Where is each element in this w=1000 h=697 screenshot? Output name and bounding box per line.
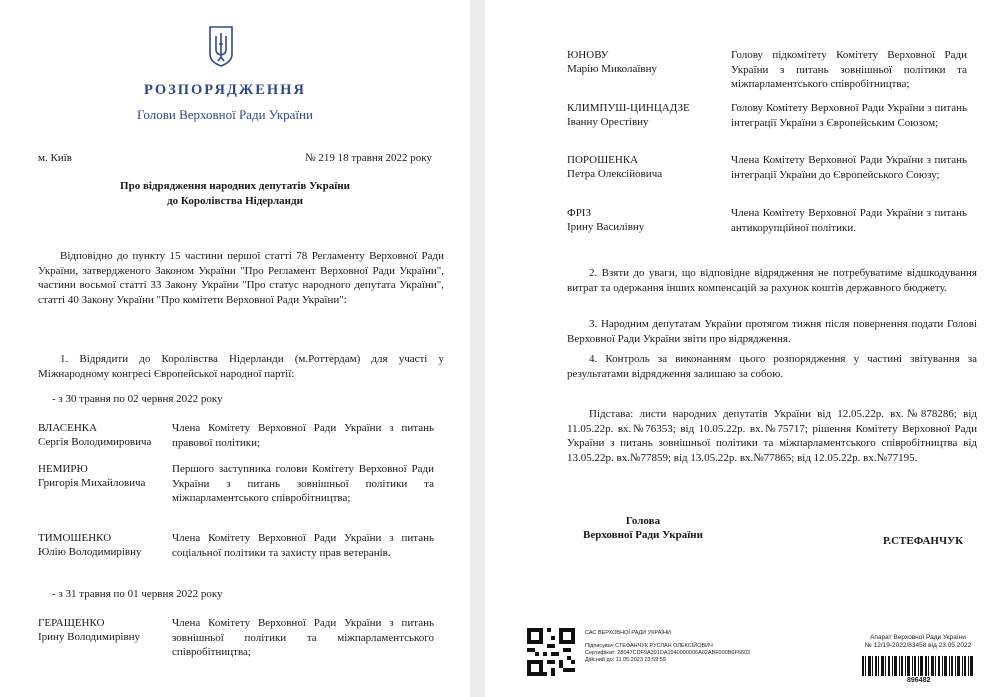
- deputy-role: Члена Комітету Верховної Ради України з питань зовнішньої політики та міжпарламентського співробітництва;: [172, 617, 434, 658]
- item-4: 4. Контроль за виконанням цього розпорядження у частині звітування за результатами відрядження залишаю за собою.: [567, 353, 977, 380]
- right-page: [485, 0, 1000, 697]
- document-title: РОЗПОРЯДЖЕННЯ: [144, 82, 306, 98]
- preamble: Відповідно до пункту 15 частини першої статті 78 Регламенту Верховної Ради України, затвердженого Законом України "Про Регламент Верховної Ради України", частини восьмої статті 33 Закону України "Про статус народного депутата України", статті 40 Закону України "Про комітети Верховної Ради України":: [38, 250, 444, 306]
- signature-title-line-1: Голова: [625, 515, 661, 527]
- stamp-certificate: Сертифікат: 28047CDF9A391DA1040000006A02ABF000B6F6603: [585, 650, 751, 656]
- stamp-signer: Підписувач СТЕФАНЧУК РУСЛАН ОЛЕКСІЙОВИЧ: [585, 643, 713, 649]
- deputy-role: Члена Комітету Верховної Ради України з питань антикорупційної політики.: [731, 207, 967, 234]
- deputy-surname: ТИМОШЕНКО: [38, 532, 112, 544]
- number-date: № 219 18 травня 2022 року: [305, 152, 432, 164]
- deputy-surname: ЮНОВУ: [567, 49, 609, 61]
- deputy-name: Сергія Володимировича: [38, 436, 152, 448]
- barcode-number: 896482: [907, 677, 931, 684]
- deputy-name: Ірину Володимирівну: [38, 631, 141, 643]
- deputy-name: Ірину Василівну: [567, 221, 645, 233]
- deputy-surname: КЛИМПУШ-ЦИНЦАДЗЕ: [567, 102, 690, 114]
- signature-title-line-2: Верховної Ради України: [583, 529, 703, 541]
- deputy-role: Голову підкомітету Комітету Верховної Ради України з питань зовнішньої політики та міжпарламентського співробітництва;: [731, 49, 967, 90]
- deputy-surname: ВЛАСЕНКА: [38, 422, 98, 434]
- subject-line-1: Про відрядження народних депутатів України: [120, 180, 350, 192]
- deputy-name: Юлію Володимирівну: [38, 546, 142, 558]
- deputy-name: Григорія Михайловича: [38, 477, 146, 489]
- item-2: 2. Взяти до уваги, що відповідне відрядження не потребуватиме відшкодування витрат та одержання інших компенсацій за рахунок коштів державного бюджету.: [567, 267, 977, 294]
- deputy-role: Першого заступника голови Комітету Верховної Ради України з питань зовнішньої політики та міжпарламентського співробітництва;: [172, 463, 434, 504]
- item-1: 1. Відрядити до Королівства Нідерланди (м.Роттердам) для участі у Міжнародному конгресі Європейської народної партії:: [38, 353, 444, 380]
- stamp-valid-until: Дійсний до: 11.05.2023 23:59:59: [585, 657, 666, 663]
- left-page: [0, 0, 470, 697]
- deputy-surname: НЕМИРЮ: [38, 463, 88, 475]
- deputy-surname: ФРІЗ: [567, 207, 591, 219]
- deputy-role: Члена Комітету Верховної Ради України з питань соціальної політики та захисту прав ветеранів.: [172, 532, 434, 559]
- document-subtitle: Голови Верховної Ради України: [137, 107, 313, 122]
- subject-line-2: до Королівства Нідерланди: [167, 195, 303, 207]
- city-label: м. Київ: [38, 152, 72, 164]
- deputy-name: Марію Миколаївну: [567, 63, 658, 75]
- barcode-icon: [862, 656, 974, 676]
- deputy-role: Члена Комітету Верховної Ради України з питань інтеграції України до Європейського Союзу;: [731, 154, 967, 181]
- qr-code-icon: [527, 628, 575, 676]
- basis-paragraph: Підстава: листи народних депутатів України від 12.05.22р. вх.№878286; від 11.05.22р. вх.№76353; від 10.05.22р. вх.№75717; рішення Комітету Верховної Ради України з питань зовнішньої політики та міжпарламентського співробітництва від 13.05.22р. вх.№77859; від 13.05.22р. вх.№77865; від 12.05.22р. вх.№77195.: [567, 408, 977, 464]
- item-3: 3. Народним депутатам України протягом тижня після повернення подати Голові Верховної Ради України звіти про відрядження.: [567, 318, 977, 345]
- signature-name: Р.СТЕФАНЧУК: [883, 535, 964, 547]
- registration-number: № 12/19-2022/83458 від 23.05.2022: [864, 642, 972, 649]
- deputy-name: Іванну Орестівну: [567, 116, 649, 128]
- deputy-name: Петра Олексійовича: [567, 168, 663, 180]
- deputy-role: Голову Комітету Верховної Ради України з питань інтеграції України з Європейським Союзом;: [731, 102, 967, 129]
- deputy-surname: ГЕРАЩЕНКО: [38, 617, 105, 629]
- stamp-system: САС ВЕРХОВНОЇ РАДИ УКРАЇНИ: [585, 630, 671, 636]
- registration-office: Апарат Верховної Ради України: [870, 634, 966, 641]
- trident-emblem-icon: [207, 24, 235, 68]
- deputy-surname: ПОРОШЕНКА: [567, 154, 639, 166]
- period-1: - з 30 травня по 02 червня 2022 року: [52, 393, 223, 405]
- period-2: - з 31 травня по 01 червня 2022 року: [52, 588, 223, 600]
- deputy-role: Члена Комітету Верховної Ради України з питань правової політики;: [172, 422, 434, 449]
